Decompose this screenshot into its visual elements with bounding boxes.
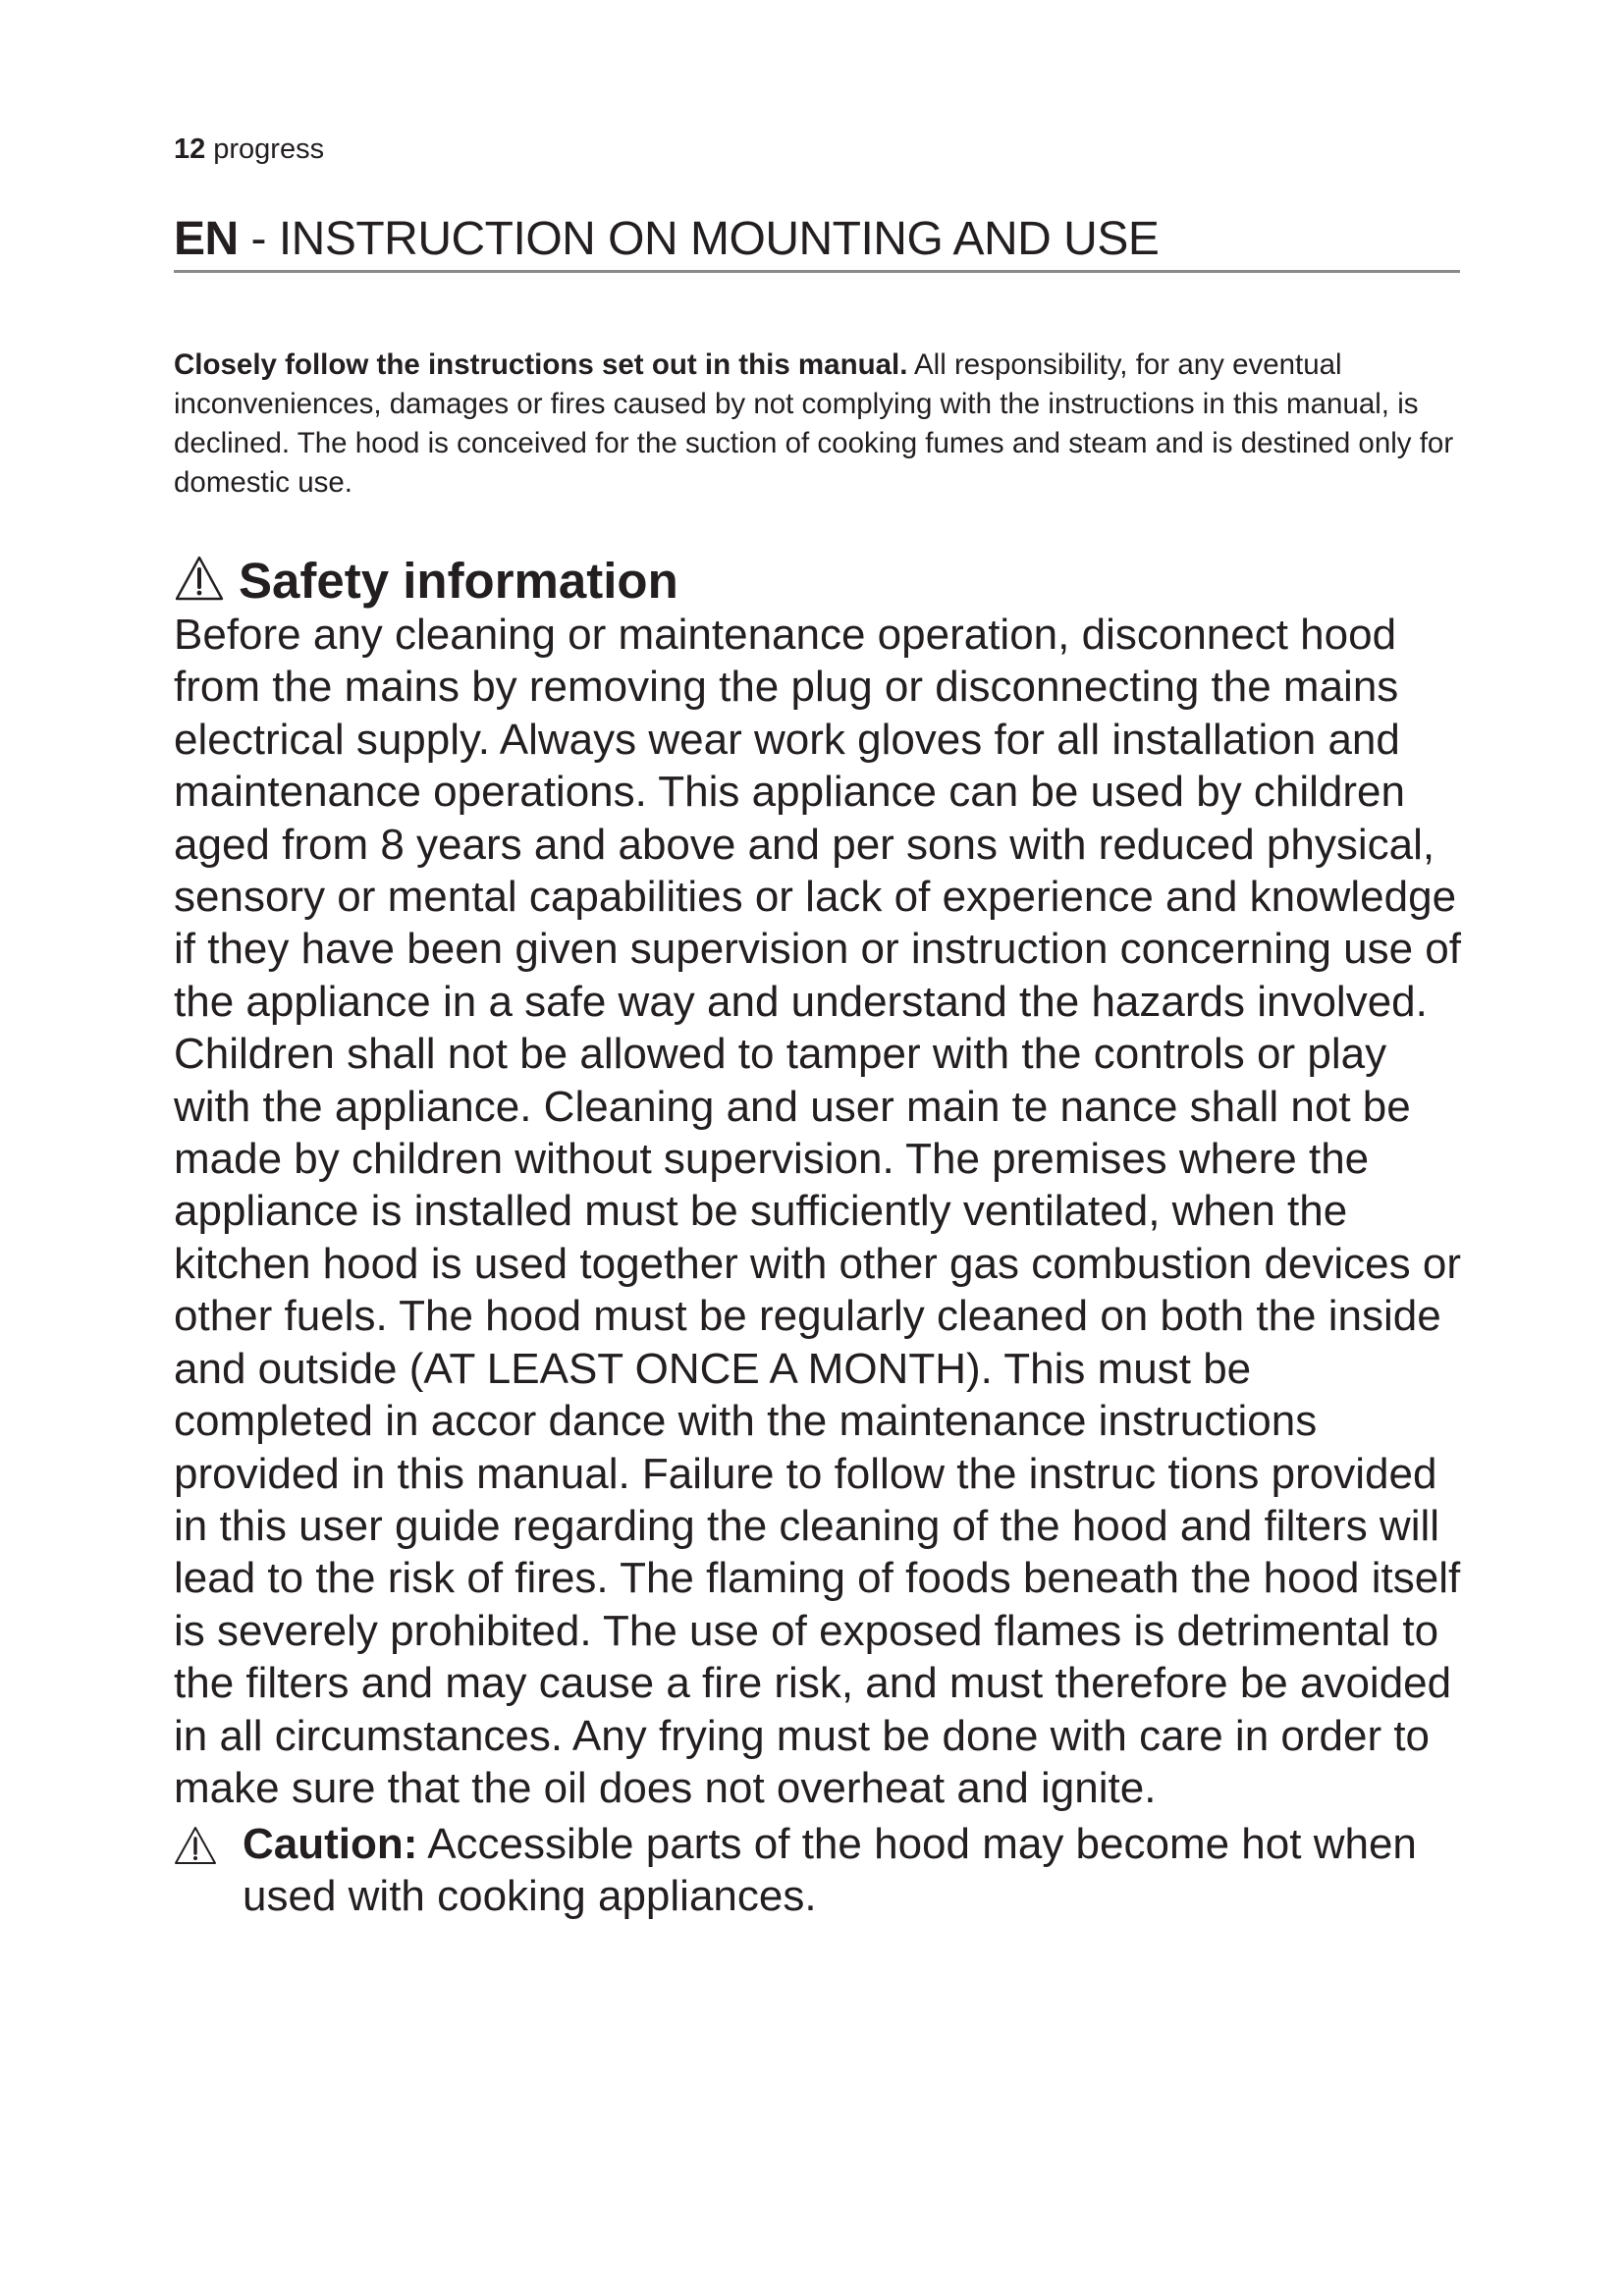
safety-title — [174, 550, 678, 613]
page-header — [174, 132, 324, 167]
brand-name: progress — [213, 133, 325, 165]
language-code: EN — [174, 213, 239, 265]
safety-title-text: Safety information — [239, 553, 678, 609]
warning-icon — [174, 555, 225, 602]
caution-text-block — [243, 1818, 1440, 1922]
intro-bold-text: Closely follow the instructions set out in this manual. — [174, 348, 908, 381]
intro-text: All responsibility, for any eventual inconveniences, damages or fires caused by not complying with the instructions in this manual, is declined. The hood is conceived for the suction of cooking fumes and steam and is destined only for domestic use. — [174, 348, 1454, 499]
caution-note — [174, 1818, 1440, 1922]
section-heading — [174, 210, 1456, 269]
page-number: 12 — [174, 133, 206, 165]
section-title: - INSTRUCTION ON MOUNTING AND USE — [238, 213, 1160, 265]
caution-label: Caution: — [243, 1820, 418, 1868]
intro-paragraph — [174, 346, 1462, 503]
heading-divider — [174, 270, 1460, 273]
safety-body: Before any cleaning or maintenance operation, disconnect hood from the mains by removing the plug or disconnecting the mains electrical supply. Always wear work gloves for all installation and maintenance operations. This appliance can be used by children aged from 8 years and above and per sons with reduced physical, sensory or mental capabilities or lack of experience and knowledge if they have been given supervision or instruction concerning use of the appliance in a safe way and understand the hazards involved. Children shall not be allowed to tamper with the controls or play with the appliance. Cleaning and user main te nance shall not be made by children without supervision. The premises where the appliance is installed must be sufficiently ventilated, when the kitchen hood is used together with other gas combustion devices or other fuels. The hood must be regularly cleaned on both the inside and outside (AT LEAST ONCE A MONTH). This must be completed in accor dance with the maintenance instructions provided in this manual. Failure to follow the instruc tions provided in this user guide regarding the cleaning of the hood and filters will lead to the risk of fires. The flaming of foods beneath the hood itself is severely prohibited. The use of exposed flames is detrimental to the filters and may cause a fire risk, and must therefore be avoided in all circumstances. Any frying must be done with care in order to make sure that the oil does not overheat and ignite. — [174, 611, 1461, 1812]
caution-text: Accessible parts of the hood may become hot when used with cooking appliances. — [243, 1820, 1417, 1920]
warning-icon — [174, 1826, 217, 1865]
